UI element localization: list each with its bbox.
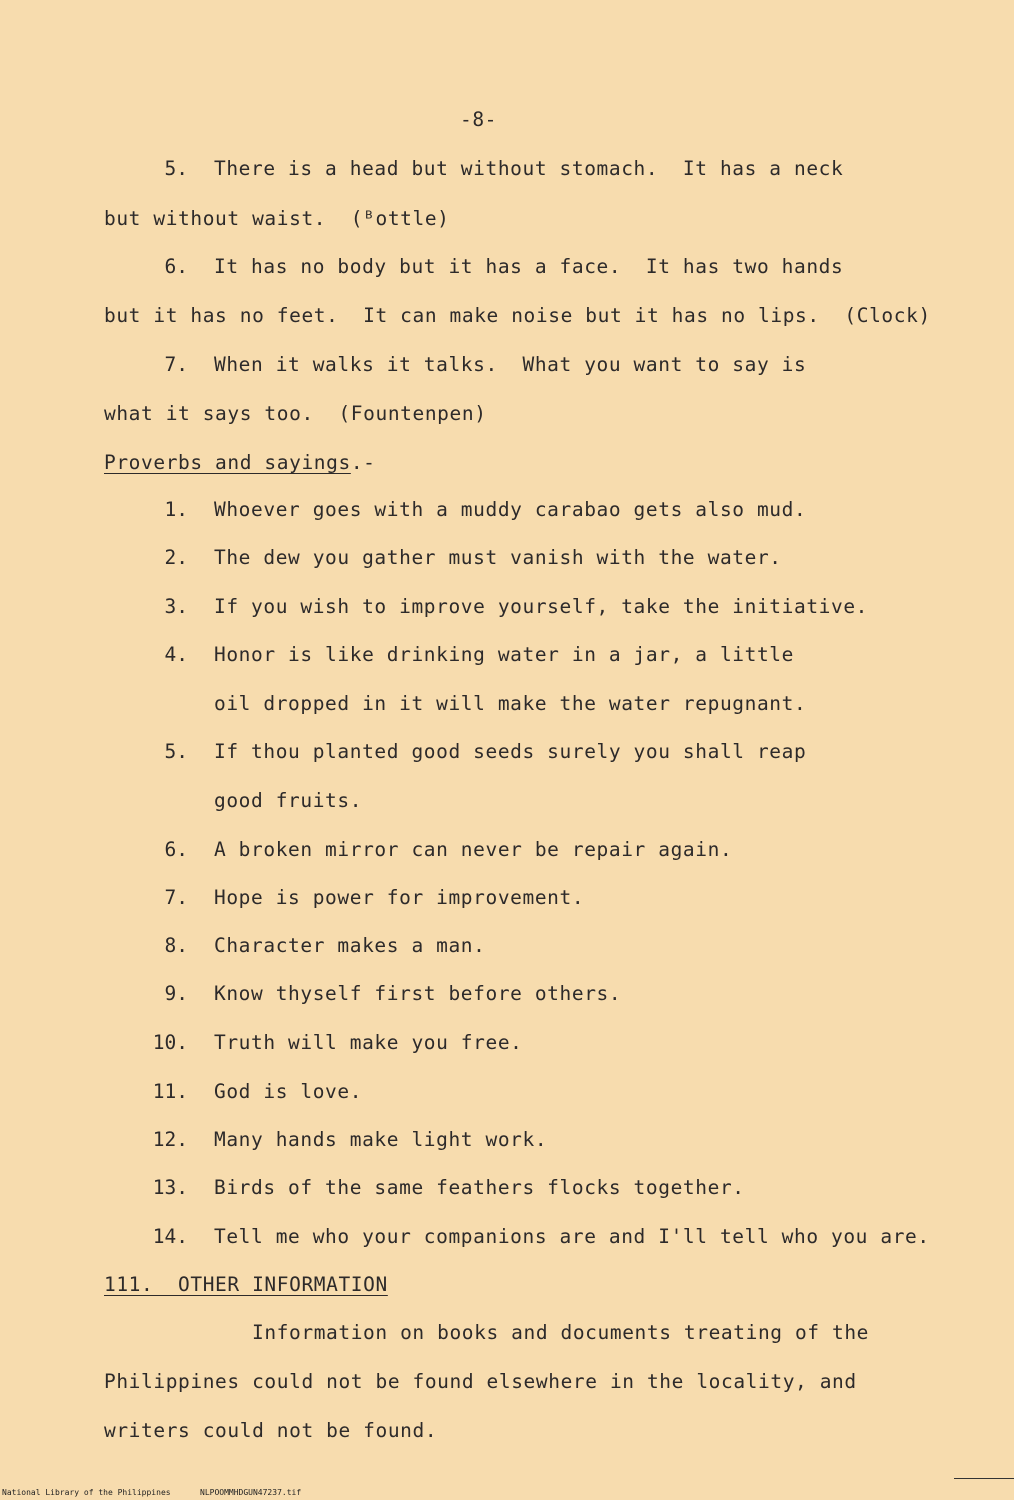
proverb-text: Hope is power for improvement. (214, 886, 585, 909)
proverb-number: 8. (164, 934, 188, 957)
riddle-number: 6. (164, 255, 188, 278)
proverb-text: Character makes a man. (214, 934, 486, 957)
proverb-text: A broken mirror can never be repair again. (214, 838, 733, 861)
page-edge-mark (954, 1478, 1014, 1479)
riddle-number: 7. (164, 353, 188, 376)
footer-library: National Library of the Philippines (2, 1488, 171, 1497)
proverb-text: If you wish to improve yourself, take the initiative. (214, 595, 869, 618)
page-number: -8- (460, 108, 498, 131)
proverb-text: God is love. (214, 1080, 363, 1103)
proverb-number: 3. (164, 595, 188, 618)
proverb-number: 6. (164, 838, 188, 861)
other-info-text: Information on books and documents treating of the (252, 1321, 869, 1344)
proverbs-heading-text: Proverbs and sayings (104, 451, 351, 474)
proverb-number: 9. (164, 982, 188, 1005)
proverb-text: Tell me who your companions are and I'll tell who you are. (214, 1225, 930, 1248)
footer-filename: NLPOOMMHDGUN47237.tif (200, 1488, 302, 1497)
proverb-number: 12. (152, 1128, 188, 1151)
proverb-text: Birds of the same feathers flocks together. (214, 1176, 745, 1199)
other-info-text: writers could not be found. (104, 1419, 438, 1442)
proverb-number: 10. (152, 1031, 188, 1054)
proverb-number: 5. (164, 740, 188, 763)
proverb-number: 1. (164, 498, 188, 521)
riddle-text: When it walks it talks. What you want to say is (214, 353, 807, 376)
riddle-text: but without waist. (ᴮottle) (104, 207, 450, 230)
proverb-text: Honor is like drinking water in a jar, a little (214, 643, 794, 666)
proverb-text: The dew you gather must vanish with the water. (214, 546, 782, 569)
proverb-number: 14. (152, 1225, 188, 1248)
proverb-text: Know thyself first before others. (214, 982, 622, 1005)
proverbs-heading (104, 451, 376, 475)
proverb-number: 11. (152, 1080, 188, 1103)
proverb-text: If thou planted good seeds surely you shall reap (214, 740, 807, 763)
riddle-number: 5. (164, 157, 188, 180)
riddle-text: but it has no feet. It can make noise but it has no lips. (Clock) (104, 304, 931, 327)
riddle-text: It has no body but it has a face. It has two hands (214, 255, 844, 278)
proverb-text: Whoever goes with a muddy carabao gets also mud. (214, 498, 807, 521)
other-info-heading: 111. OTHER INFORMATION (104, 1273, 388, 1296)
proverb-text: Truth will make you free. (214, 1031, 523, 1054)
proverb-text: good fruits. (214, 789, 363, 812)
proverb-text: oil dropped in it will make the water repugnant. (214, 692, 807, 715)
proverb-number: 13. (152, 1176, 188, 1199)
other-info-text: Philippines could not be found elsewhere in the locality, and (104, 1370, 857, 1393)
riddle-text: what it says too. (Fountenpen) (104, 402, 487, 425)
proverb-number: 2. (164, 546, 188, 569)
proverb-text: Many hands make light work. (214, 1128, 548, 1151)
riddle-text: There is a head but without stomach. It has a neck (214, 157, 844, 180)
proverb-number: 4. (164, 643, 188, 666)
proverb-number: 7. (164, 886, 188, 909)
proverbs-heading-suffix: .- (350, 451, 376, 474)
